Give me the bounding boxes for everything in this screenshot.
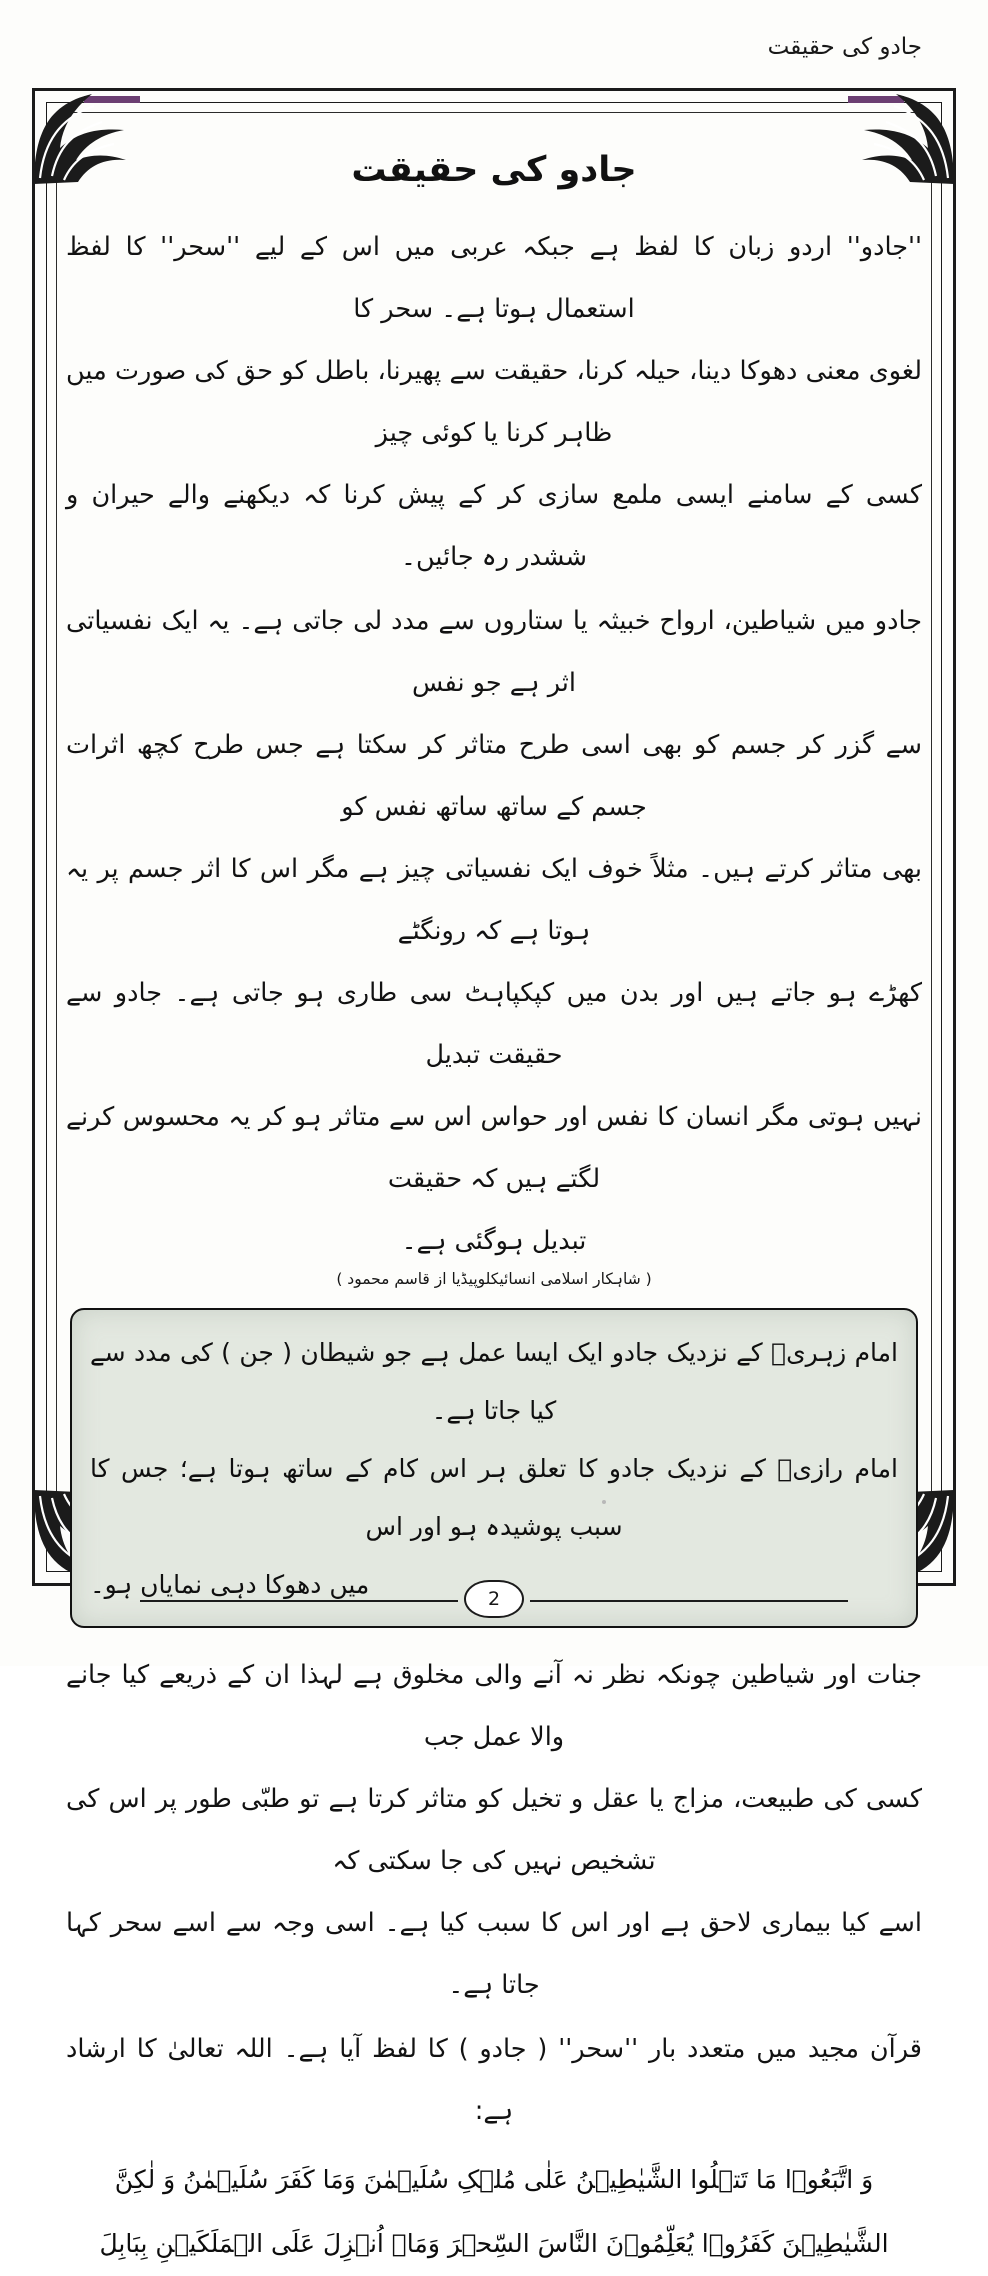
print-speck [602,1500,606,1504]
quran-verse-block [66,2148,922,2276]
source-citation: ( شاہکار اسلامی انسائیکلوپیڈیا از قاسم محمود ) [336,1270,652,1288]
paragraph-line: کھڑے ہو جاتے ہیں اور بدن میں کپکپاہٹ سی طاری ہو جاتی ہے۔ جادو سے حقیقت تبدیل [66,978,922,1070]
quran-verse-line: وَ اتَّبَعُوۡا مَا تَتۡلُوا الشَّیٰطِیۡنُ عَلٰی مُلۡکِ سُلَیۡمٰنَ وَمَا کَفَرَ سُلَیۡمٰنُ وَ لٰکِنَّ [114,2165,874,2194]
paragraph-line: جنات اور شیاطین چونکہ نظر نہ آنے والی مخلوق ہے لہذا ان کے ذریعے کیا جانے والا عمل جب [66,1660,922,1752]
paragraph-line: قرآن مجید میں متعدد بار ''سحر'' ( جادو ) کا لفظ آیا ہے۔ اللہ تعالیٰ کا ارشاد ہے: [66,2034,922,2126]
paragraph-line: اسے کیا بیماری لاحق ہے اور اس کا سبب کیا ہے۔ اسی وجہ سے اسے سحر کہا جاتا ہے۔ [66,1908,922,2000]
page-content [66,128,922,2258]
quran-verse-line: الشَّیٰطِیۡنَ کَفَرُوۡا یُعَلِّمُوۡنَ النَّاسَ السِّحۡرَ وَمَاۤ اُنۡزِلَ عَلَی الۡمَلَکَیۡنِ بِبَابِلَ [99,2229,889,2258]
paragraph-line: کسی کے سامنے ایسی ملمع سازی کر کے پیش کرنا کہ دیکھنے والے حیران و ششدر رہ جائیں۔ [66,480,922,572]
paragraph-line: لغوی معنی دھوکا دینا، حیلہ کرنا، حقیقت سے پھیرنا، باطل کو حق کی صورت میں ظاہر کرنا یا کوئی چیز [66,356,922,448]
paragraph-definition [66,216,922,588]
paragraph-quran-intro [66,2018,922,2142]
callout-line-imam-zuhri: امام زہریؒ کے نزدیک جادو ایک ایسا عمل ہے جو شیطان ( جن ) کی مدد سے کیا جاتا ہے۔ [90,1338,898,1425]
paragraph-line: جادو میں شیاطین، ارواح خبیثہ یا ستاروں سے مدد لی جاتی ہے۔ یہ ایک نفسیاتی اثر ہے جو نفس [66,606,922,698]
footer-rule-left [140,1600,458,1602]
page-title: جادو کی حقیقت [351,150,637,190]
paragraph-line: ''جادو'' اردو زبان کا لفظ ہے جبکہ عربی میں اس کے لیے ''سحر'' کا لفظ استعمال ہوتا ہے۔ سحر کا [66,232,922,324]
paragraph-line: نہیں ہوتی مگر انسان کا نفس اور حواس اس سے متاثر ہو کر یہ محسوس کرنے لگتے ہیں کہ حقیقت [66,1102,922,1194]
paragraph-line: بھی متاثر کرتے ہیں۔ مثلاً خوف ایک نفسیاتی چیز ہے مگر اس کا اثر جسم پر یہ ہوتا ہے کہ رونگٹے [66,854,922,946]
page-number-badge: 2 [464,1580,524,1618]
paragraph-psychological-effect [66,590,922,1272]
running-header-title: جادو کی حقیقت [767,34,922,60]
paragraph-line: تبدیل ہوگئی ہے۔ [401,1226,587,1256]
callout-line-imam-razi: امام رازیؒ کے نزدیک جادو کا تعلق ہر اس کام کے ساتھ ہوتا ہے؛ جس کا سبب پوشیدہ ہو اور اس [90,1454,898,1541]
paragraph-line: سے گزر کر جسم کو بھی اسی طرح متاثر کر سکتا ہے جس طرح کچھ اثرات جسم کے ساتھ ساتھ نفس کو [66,730,922,822]
paragraph-jinn-diagnosis [66,1644,922,2016]
callout-line-imam-razi-cont: میں دھوکا دہی نمایاں ہو۔ [90,1570,370,1599]
paragraph-line: کسی کی طبیعت، مزاج یا عقل و تخیل کو متاثر کرتا ہے تو طبّی طور پر اس کی تشخیص نہیں کی جا سکتی کہ [66,1784,922,1876]
footer-rule-right [530,1600,848,1602]
